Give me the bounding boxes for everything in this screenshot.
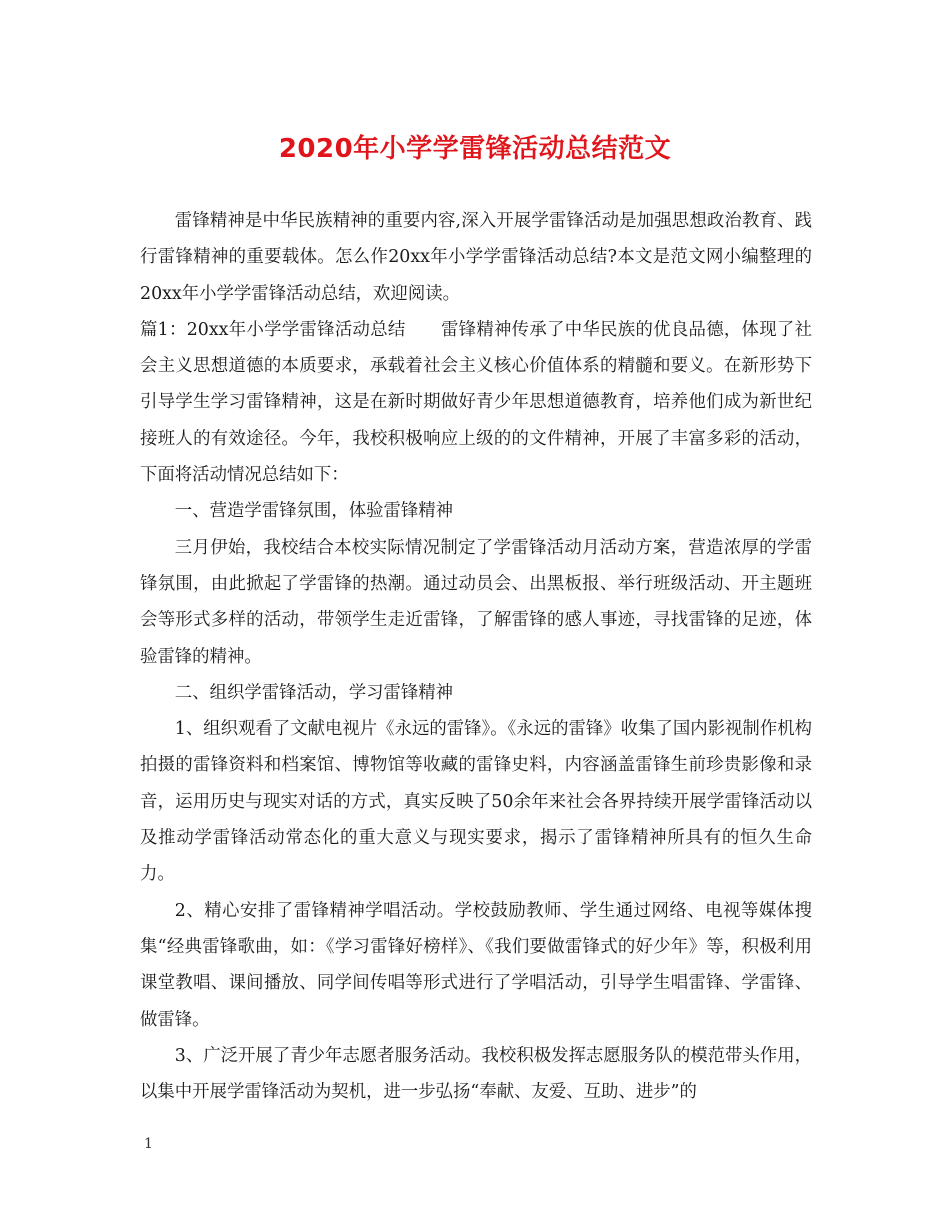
paragraph: 雷锋精神是中华民族精神的重要内容,深入开展学雷锋活动是加强思想政治教育、践行雷锋精神的重要载体。怎么作20xx年小学学雷锋活动总结?本文是范文网小编整理的20xx年小学学雷锋活动总结，欢迎阅读。 [140, 211, 812, 304]
document-title: 2020年小学学雷锋活动总结范文 [278, 134, 672, 164]
paragraph: 2、精心安排了雷锋精神学唱活动。学校鼓励教师、学生通过网络、电视等媒体搜集“经典雷锋歌曲，如：《学习雷锋好榜样》、《我们要做雷锋式的好少年》等，积极利用课堂教唱、课间播放、同学间传唱等形式进行了学唱活动，引导学生唱雷锋、学雷锋、做雷锋。 [140, 900, 812, 1030]
paragraph: 篇1：20xx年小学学雷锋活动总结 雷锋精神传承了中华民族的优良品德，体现了社会主义思想道德的本质要求，承载着社会主义核心价值体系的精髓和要义。在新形势下引导学生学习雷锋精神，这是在新时期做好青少年思想道德教育，培养他们成为新世纪接班人的有效途径。今年，我校积极响应上级的的文件精神，开展了丰富多彩的活动，下面将活动情况总结如下： [140, 319, 812, 486]
paragraph: 三月伊始，我校结合本校实际情况制定了学雷锋活动月活动方案，营造浓厚的学雷锋氛围，由此掀起了学雷锋的热潮。通过动员会、出黑板报、举行班级活动、开主题班会等形式多样的活动，带领学生走近雷锋，了解雷锋的感人事迹，寻找雷锋的足迹，体验雷锋的精神。 [140, 537, 812, 667]
page-number: 1 [144, 1136, 153, 1152]
paragraph: 一、营造学雷锋氛围，体验雷锋精神 [174, 501, 454, 522]
document-body [140, 203, 812, 1110]
paragraph: 1、组织观看了文献电视片《永远的雷锋》。《永远的雷锋》收集了国内影视制作机构拍摄的雷锋资料和档案馆、博物馆等收藏的雷锋史料，内容涵盖雷锋生前珍贵影像和录音，运用历史与现实对话的方式，真实反映了50余年来社会各界持续开展学雷锋活动以及推动学雷锋活动常态化的重大意义与现实要求，揭示了雷锋精神所具有的恒久生命力。 [140, 719, 812, 885]
paragraph: 二、组织学雷锋活动，学习雷锋精神 [174, 682, 454, 703]
paragraph: 3、广泛开展了青少年志愿者服务活动。我校积极发挥志愿服务队的模范带头作用，以集中开展学雷锋活动为契机，进一步弘扬“奉献、友爱、互助、进步”的 [140, 1045, 812, 1103]
